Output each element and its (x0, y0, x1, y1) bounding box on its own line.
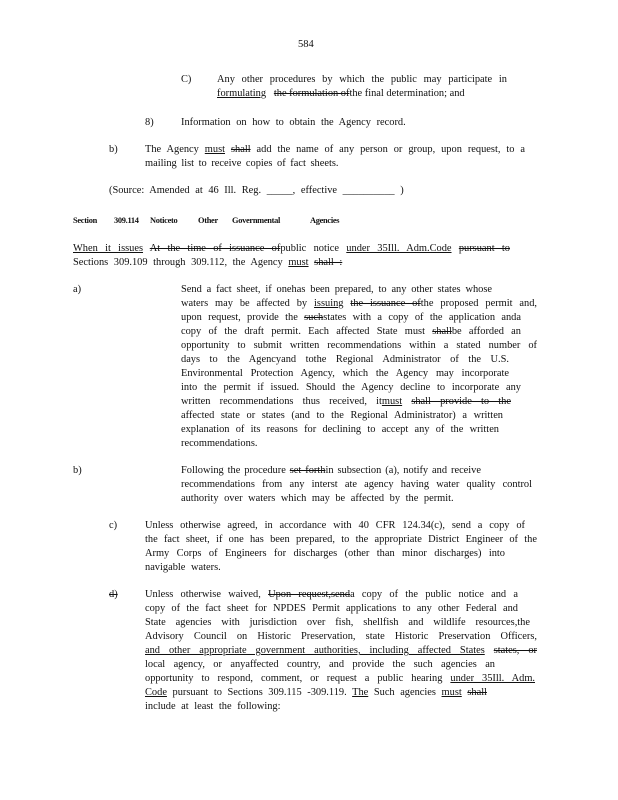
text-run: opportunity to respond, comment, or request a public hearing (145, 673, 443, 684)
text-run: the proposed permit and, (420, 298, 538, 309)
item-d-line: copy of the fact sheet for NPDES Permit applications to any other Federal and (145, 603, 518, 614)
item-a-line: Environmental Protection Agency, which the Agency may incorporate (181, 368, 509, 379)
deleted-text: the formulation of (273, 88, 350, 99)
text-run: public notice (280, 243, 339, 254)
inserted-text: The (352, 687, 369, 698)
item-d-line (145, 686, 487, 700)
text-run: , effective (292, 185, 338, 196)
inserted-text: must (381, 396, 403, 407)
section-heading-number: 309.114 (114, 216, 139, 225)
item-a-line (181, 395, 511, 409)
text-run: in subsection (a), notify and receive (325, 465, 481, 476)
item-c-prev-line: Any other procedures by which the public may participate in (217, 74, 507, 85)
item-c-line: Army Corps of Engineers for discharges (other than minor discharges) into (145, 548, 505, 559)
text-run: Sections 309.109 through 309.112, the Agency (73, 257, 283, 268)
item-c-line: the fact sheet, if one has been prepared, to the appropriate District Engineer of the (145, 534, 537, 545)
item-a-line: into the permit if issued. Should the Agency decline to incorporate any (181, 382, 521, 393)
inserted-text: Code (145, 687, 167, 698)
item-a-line: opportunity to submit written recommendations within a stated number of (181, 340, 537, 351)
item-a-line: Send a fact sheet, if onehas been prepared, to any other states whose (181, 284, 492, 295)
deleted-text: At the time of issuance of (149, 243, 281, 254)
deleted-text: Upon request, (268, 589, 332, 600)
text-run: states with a copy of the application anda (323, 312, 521, 323)
section-heading-label: Section (73, 216, 97, 225)
page-number: 584 (298, 39, 314, 50)
item-b-line: authority over waters which may be affected by the permit. (181, 493, 454, 504)
text-run: pursuant to Sections 309.115 -309.119. (172, 687, 347, 698)
item-label-c: c) (109, 520, 118, 531)
section-heading-word: Governmental (232, 216, 281, 225)
text-run: ) (400, 185, 404, 196)
inserted-text: issuing (314, 298, 344, 309)
item-d-line: State agencies with jurisdiction over fish, shellfish and wildlife resources,the (145, 617, 530, 628)
item-label-d: d) (109, 589, 118, 600)
deleted-text: the issuance of (350, 298, 421, 309)
item-a-line: affected state or states (and to the Regional Administrator) a written (181, 410, 503, 421)
deleted-text: send (331, 589, 351, 600)
item-label-b: b) (73, 465, 82, 476)
text-run: Unless otherwise waived, (145, 589, 261, 600)
item-a-line (181, 297, 537, 311)
item-d-line (145, 672, 535, 686)
text-run: the final determination; and (349, 88, 465, 99)
inserted-text: under 35Ill. Adm.Code (346, 243, 452, 254)
text-run: a copy of the public notice and a (350, 589, 518, 600)
deleted-text: shall provide to the (411, 396, 511, 407)
text-run: Following the procedure (181, 465, 286, 476)
item-label-8: 8) (145, 117, 154, 128)
item-d-line (145, 588, 518, 602)
deleted-text: states, or (493, 645, 537, 656)
intro-line (73, 256, 342, 270)
item-a-line: explanation of its reasons for declining to accept any of the written (181, 424, 499, 435)
inserted-text: When it issues (73, 243, 144, 254)
item-label-a: a) (73, 284, 82, 295)
deleted-text: shall : (314, 257, 343, 268)
item-b-line: recommendations from any interst ate agency having water quality control (181, 479, 532, 490)
section-heading-word: Agencies (310, 216, 340, 225)
blank-field: _____ (266, 185, 293, 196)
text-run: The Agency (145, 144, 199, 155)
deleted-text: set forth (289, 465, 326, 476)
text-run: Such agencies (373, 687, 436, 698)
text-run: copy of the draft permit. Each affected State must (181, 326, 425, 337)
item-d-line: Advisory Council on Historic Preservation, state Historic Preservation Officers, (145, 631, 537, 642)
item-d-line (145, 644, 537, 658)
inserted-text: must (441, 687, 462, 698)
deleted-text: pursuant to (458, 243, 510, 254)
deleted-text: shall (432, 326, 452, 337)
item-c-line: navigable waters. (145, 562, 221, 573)
text-run: waters may be affected by (181, 298, 308, 309)
text-run: add the name of any person or group, upon request, to a (256, 144, 525, 155)
item-c-prev-line (217, 87, 465, 101)
item-d-line: local agency, or anyaffected country, and provide the such agencies an (145, 659, 495, 670)
item-a-line (181, 325, 521, 339)
item-b-prev-line: mailing list to receive copies of fact sheets. (145, 158, 339, 169)
text-run: upon request, provide the (181, 312, 298, 323)
text-run: be afforded an (451, 326, 521, 337)
deleted-text: such (304, 312, 324, 323)
intro-line (73, 242, 510, 256)
section-heading-word: Noticeto (150, 216, 178, 225)
inserted-text: and other appropriate government authorities, including affected States (145, 645, 485, 656)
item-c-line: Unless otherwise agreed, in accordance with 40 CFR 124.34(c), send a copy of (145, 520, 525, 531)
deleted-text: shall (467, 687, 487, 698)
blank-field: __________ (342, 185, 395, 196)
item-8-text: Information on how to obtain the Agency record. (181, 117, 406, 128)
item-label-b-prev: b) (109, 144, 118, 155)
item-d-line: include at least the following: (145, 701, 281, 712)
deleted-text: shall (230, 144, 251, 155)
inserted-text: under 35Ill. Adm. (450, 673, 535, 684)
item-b-prev-line (145, 143, 525, 157)
item-a-line (181, 311, 521, 325)
item-label-c-prev: C) (181, 74, 192, 85)
text-run: written recommendations thus received, it (181, 396, 382, 407)
inserted-text: formulating (217, 88, 267, 99)
item-a-line: days to the Agencyand tothe Regional Administrator of the U.S. (181, 354, 509, 365)
source-note (109, 184, 404, 198)
item-b-line (181, 464, 481, 478)
inserted-text: must (204, 144, 226, 155)
item-a-line: recommendations. (181, 438, 258, 449)
section-heading-word: Other (198, 216, 218, 225)
text-run: (Source: Amended at 46 Ill. Reg. (109, 185, 262, 196)
inserted-text: must (288, 257, 309, 268)
